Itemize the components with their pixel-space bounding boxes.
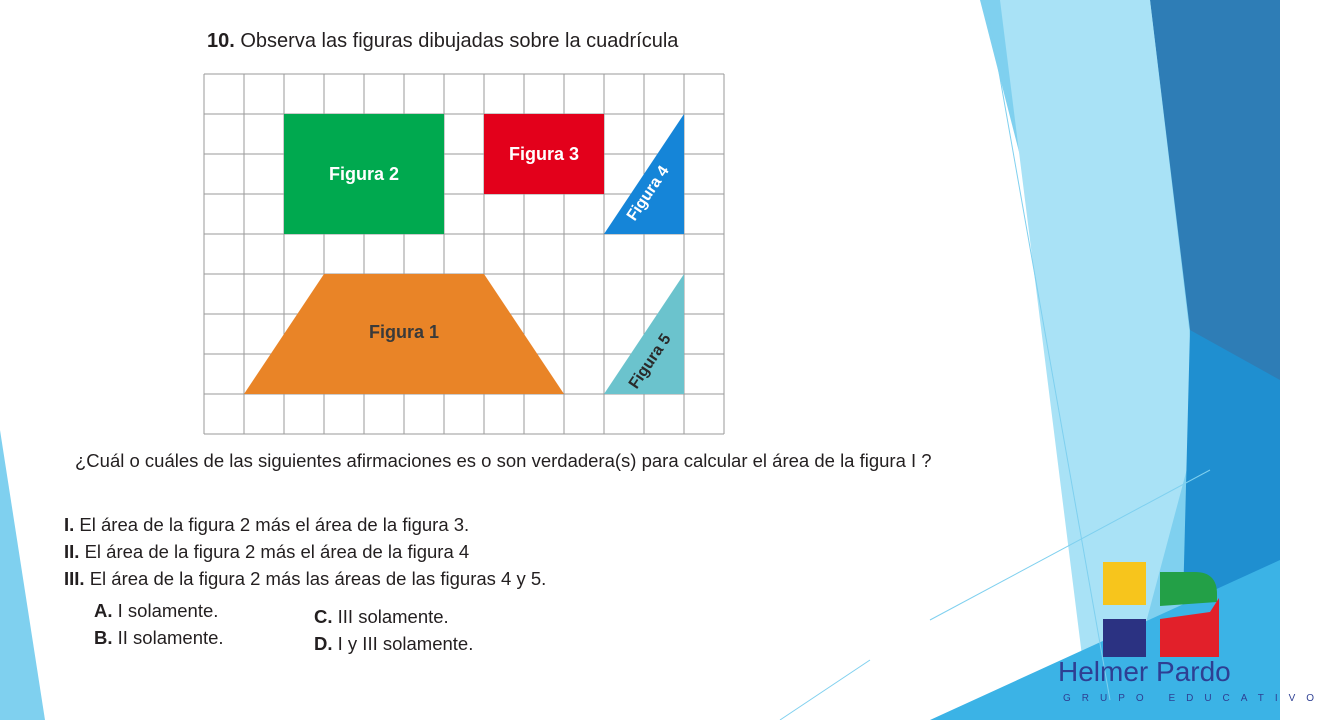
figure-2-label: Figura 2 xyxy=(328,164,400,184)
logo-red-shape xyxy=(1160,598,1219,657)
logo-navy-square xyxy=(1103,619,1146,657)
logo-yellow-square xyxy=(1103,562,1146,605)
statement-numeral: I. xyxy=(64,514,75,535)
statement-2 xyxy=(64,541,469,563)
figure-5-label: Figura 5 xyxy=(625,330,675,393)
question-number: 10. xyxy=(207,30,235,52)
statement-text: El área de la figura 2 más el área de la figura 4 xyxy=(84,541,470,562)
helmer-pardo-logo-icon xyxy=(1100,562,1225,658)
statement-numeral: III. xyxy=(64,568,85,589)
figure-1-label: Figura 1 xyxy=(368,322,440,342)
figure-3-label: Figura 3 xyxy=(508,144,580,164)
option-c[interactable] xyxy=(314,606,449,628)
option-text: II solamente. xyxy=(117,627,224,648)
statement-3 xyxy=(64,568,546,590)
option-b[interactable] xyxy=(94,627,224,649)
figure-grid xyxy=(202,72,724,434)
logo-subtitle: GRUPO EDUCATIVO xyxy=(1063,693,1325,704)
question-title-text: Observa las figuras dibujadas sobre la cuadrícula xyxy=(240,30,679,52)
logo-name: Helmer Pardo xyxy=(1058,656,1231,687)
option-letter: C. xyxy=(314,606,333,627)
statement-text: El área de la figura 2 más el área de la figura 3. xyxy=(79,514,470,535)
deco-left-corner xyxy=(0,430,45,720)
logo-green-shape xyxy=(1160,572,1217,606)
option-letter: D. xyxy=(314,633,333,654)
option-a[interactable] xyxy=(94,600,218,622)
option-letter: A. xyxy=(94,600,113,621)
statement-1 xyxy=(64,514,469,536)
figure-4-label: Figura 4 xyxy=(623,162,673,225)
deco-line xyxy=(780,660,870,720)
question-prompt: ¿Cuál o cuáles de las siguientes afirmaciones es o son verdadera(s) para calcular el área de la figura I ? xyxy=(75,450,932,471)
option-letter: B. xyxy=(94,627,113,648)
option-text: III solamente. xyxy=(337,606,449,627)
statement-numeral: II. xyxy=(64,541,80,562)
option-d[interactable] xyxy=(314,633,473,655)
option-text: I y III solamente. xyxy=(337,633,474,654)
statement-text: El área de la figura 2 más las áreas de las figuras 4 y 5. xyxy=(89,568,547,589)
option-text: I solamente. xyxy=(117,600,219,621)
question-title xyxy=(207,30,678,53)
